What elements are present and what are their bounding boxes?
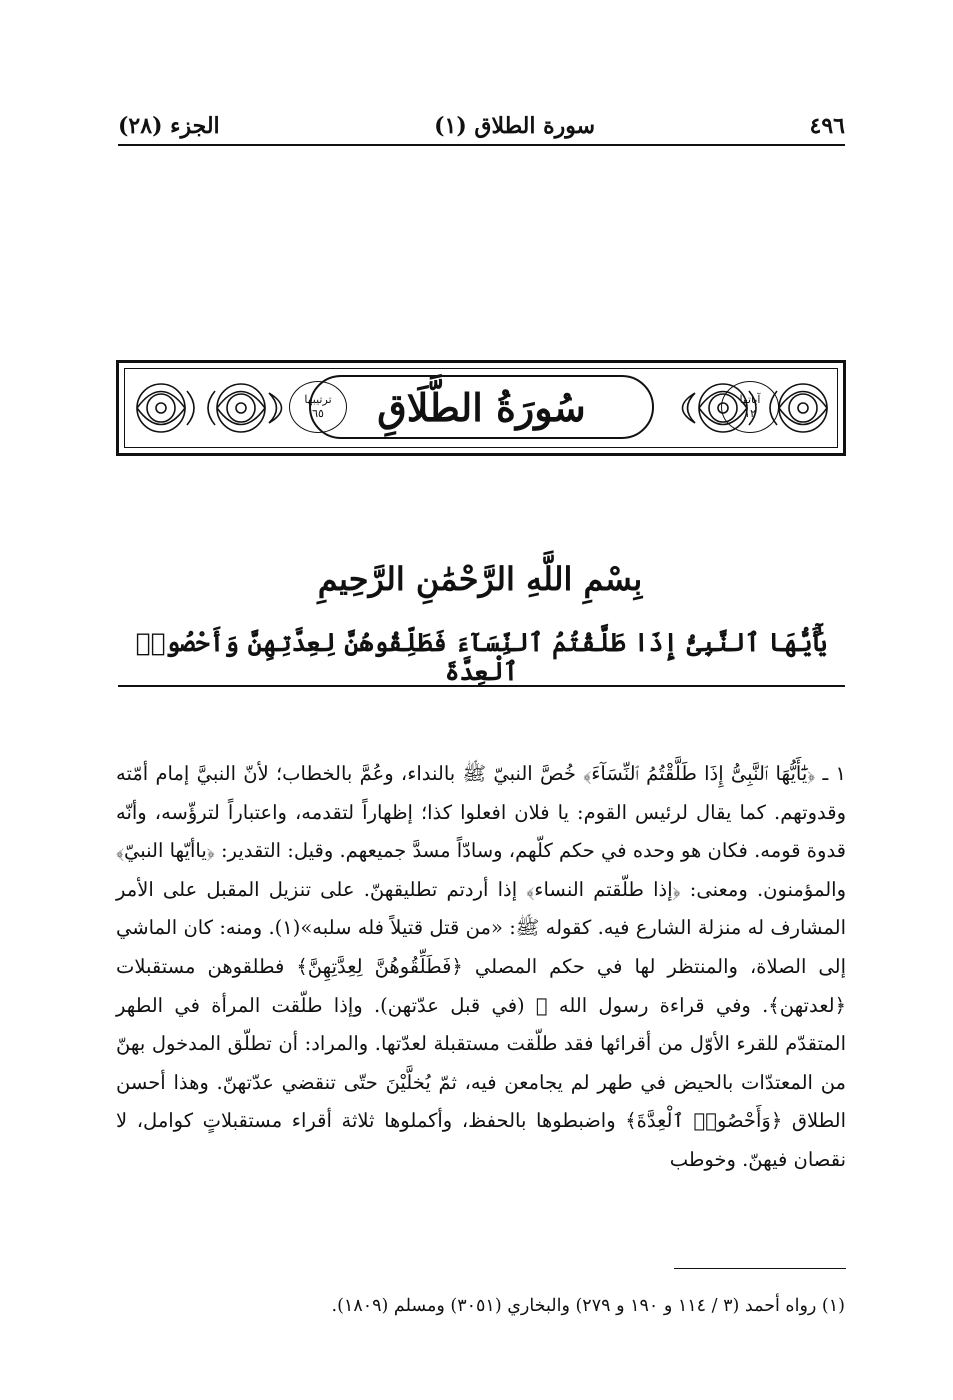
commentary-text: ١ ـ ﴿يَٰٓأَيُّهَا ٱلنَّبِىُّ إِذَا طَلَّقْتُمُ ٱلنِّسَآءَ﴾ خُصَّ النبيّ ﷺ بالنداء، وعُمَّ بالخطاب؛ لأنّ النبيَّ إمام أمّته وقدوتهم. كما يقال لرئيس القوم: يا فلان افعلوا كذا؛ إظهاراً لتقدمه، واعتباراً لترؤّسه، وأنّه قدوة قومه. فكان هو وحده في حكم كلّهم، وسادّاً مسدَّ جميعهم. وقيل: التقدير: ﴿ياأيّها النبيّ﴾ والمؤمنون. ومعنى: ﴿إذا طلّقتم النساء﴾ إذا أردتم تطليقهنّ. على تنزيل المقبل على الأمر المشارف له منزلة الشارع فيه. كقوله ﷺ: «من قتل قتيلاً فله سلبه»(١). ومنه: كان الماشي إلى الصلاة، والمنتظر لها في حكم المصلي ﴿فَطَلِّقُوهُنَّ لِعِدَّتِهِنَّ﴾ فطلقوهن مستقبلات ﴿لعدتهن﴾. وفي قراءة رسول الله ﷺ (في قبل عدّتهن). وإذا طلّقت المرأة في الطهر المتقدّم للقرء الأوّل من أقرائها فقد طلّقت مستقبلة لعدّتها. والمراد: أن تطلّق المدخول بهنّ من المعتدّات بالحيض في طهر لم يجامعن فيه، ثمّ يُخلَّيْنَ حتّى تنقضي عدّتهنّ. وهذا أحسن الطلاق ﴿وَأَحْصُوا۟ ٱلْعِدَّةَ﴾ واضبطوها بالحفظ، وأكملوها ثلاثة أقراء مستقبلاتٍ كوامل، لا نقصان فيهنّ. وخوطب bbox=[116, 762, 846, 1171]
surah-reference: سورة الطلاق (١) bbox=[434, 113, 596, 139]
order-number: ٦٥ bbox=[312, 407, 324, 420]
surah-title-cartouche bbox=[309, 375, 654, 439]
page-number: ٤٩٦ bbox=[809, 113, 845, 139]
surah-title: سُورَةُ الطَّلَاقِ bbox=[377, 384, 586, 430]
footnote-divider bbox=[674, 1268, 846, 1269]
footnote: (١) رواه أحمد (٣ / ١١٤ و ١٩٠ و ٢٧٩) والبخاري (٣٠٥١) ومسلم (١٨٠٩). bbox=[331, 1296, 845, 1316]
juz-label: الجزء (٢٨) bbox=[118, 113, 220, 139]
verse-divider bbox=[118, 685, 845, 687]
right-ornament-icon bbox=[665, 371, 835, 445]
surah-title-banner bbox=[116, 360, 846, 456]
quran-verse: يَٰٓأَيُّهَا ٱلنَّبِىُّ إِذَا طَلَّقْتُمُ ٱلنِّسَآءَ فَطَلِّقُوهُنَّ لِعِدَّتِهِنَّ وَأَحْصُوا۟ ٱلْعِدَّةَ bbox=[135, 628, 828, 686]
verses-number: ١٢ bbox=[744, 407, 756, 420]
basmala: بِسْمِ اللَّهِ الرَّحْمَٰنِ الرَّحِيمِ bbox=[317, 560, 643, 598]
running-header bbox=[118, 108, 845, 146]
left-ornament-icon bbox=[129, 371, 299, 445]
verses-label: آياتها bbox=[739, 393, 761, 406]
order-label: ترتيبها bbox=[304, 393, 332, 406]
